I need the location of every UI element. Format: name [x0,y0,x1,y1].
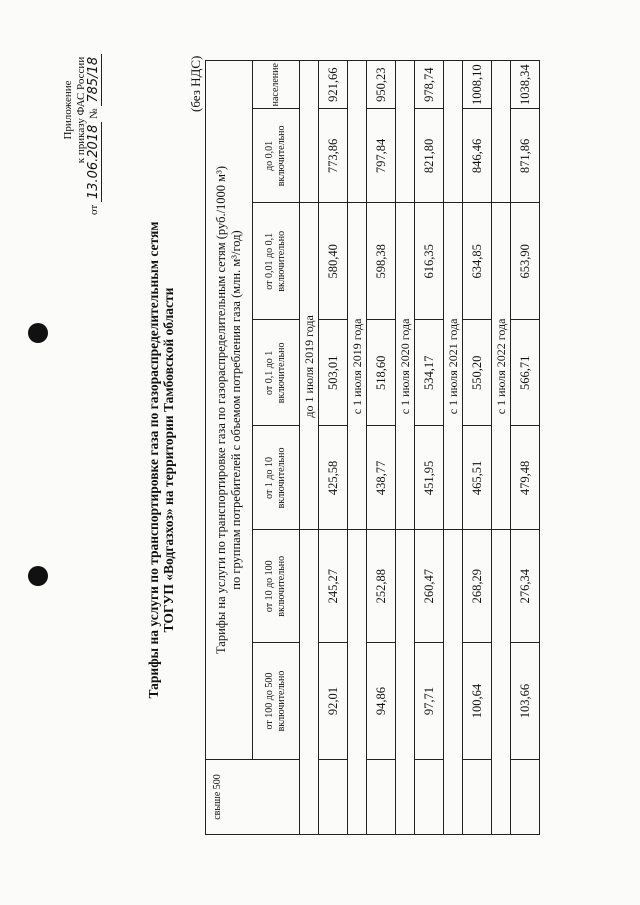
tariff-cell: 518,60 [367,320,396,426]
tariff-cell: 92,01 [319,643,348,760]
period-row [396,61,415,835]
tariff-cell: 978,74 [415,61,444,109]
annex-label: Приложение [62,80,74,140]
tariff-cell: 1008,10 [463,61,492,109]
table-row [367,61,396,835]
tariff-cell: 821,80 [415,109,444,203]
main-header-line2: по группам потребителей с объемом потребления газа (млн. м³/год) [229,230,243,590]
tariff-cell: 950,23 [367,61,396,109]
tariff-cell: 252,88 [367,530,396,643]
table-body [300,61,540,835]
annex-order: к приказу ФАС России [75,56,87,164]
table-header-row [206,61,253,835]
period-row [348,61,367,835]
annex-date-prefix: от [88,204,100,215]
tariff-cell: 846,46 [463,109,492,203]
period-row [444,61,463,835]
header-col-over-500: свыше 500 [206,760,300,835]
tariff-cell: 425,58 [319,426,348,530]
annex-reference [86,5,101,215]
table-row [415,61,444,835]
header-col-10-100: от 10 до 100 включительно [253,530,300,643]
header-col-01-1: от 0,1 до 1 включительно [253,320,300,426]
period-blank-cell [492,530,511,835]
tariff-cell [463,760,492,835]
period-blank-cell [348,530,367,835]
tariff-cell: 465,51 [463,426,492,530]
column-header-row [253,61,300,835]
tariff-cell: 566,71 [511,320,540,426]
table-row [319,61,348,835]
table-row [511,61,540,835]
period-row [300,61,319,835]
handwritten-date: 13.06.2018 [86,122,102,202]
table-main-header [206,61,253,760]
tariff-cell: 268,29 [463,530,492,643]
handwritten-number: 785/18 [86,54,102,106]
tariff-cell: 534,17 [415,320,444,426]
tariff-cell: 580,40 [319,203,348,320]
tariff-cell: 773,86 [319,109,348,203]
document-title-line1: Тарифы на услуги по транспортировке газа по газораспределительным сетям [146,221,161,699]
tariff-cell: 260,47 [415,530,444,643]
table-row [463,61,492,835]
tariff-cell [415,760,444,835]
tariff-cell: 479,48 [511,426,540,530]
tariff-cell: 871,86 [511,109,540,203]
period-blank-cell [492,61,511,203]
main-header-line1: Тарифы на услуги по транспортировке газа по газораспределительным сетям (руб./1000 м³) [214,165,228,655]
tariff-cell: 97,71 [415,643,444,760]
period-label: до 1 июля 2019 года [300,203,319,530]
header-col-100-500: от 100 до 500 включительно [253,643,300,760]
period-label: с 1 июля 2019 года [348,203,367,530]
tariff-cell [367,760,396,835]
vat-note: (без НДС) [188,55,203,112]
tariff-cell [319,760,348,835]
period-blank-cell [396,61,415,203]
tariff-cell: 598,38 [367,203,396,320]
tariff-cell: 100,64 [463,643,492,760]
header-col-1-10: от 1 до 10 включительно [253,426,300,530]
period-label: с 1 июля 2020 года [396,203,415,530]
period-blank-cell [396,530,415,835]
period-label: с 1 июля 2022 года [492,203,511,530]
period-blank-cell [444,530,463,835]
tariff-cell: 438,77 [367,426,396,530]
document-title-line2: ТОГУП «Водгазхоз» на территории Тамбовской области [161,287,176,633]
tariff-cell: 634,85 [463,203,492,320]
tariff-cell: 616,35 [415,203,444,320]
tariff-table [205,60,540,835]
tariff-cell: 103,66 [511,643,540,760]
tariff-cell: 94,86 [367,643,396,760]
header-col-001-01: от 0,01 до 0,1 включительно [253,203,300,320]
period-row [492,61,511,835]
header-col-upto-001: до 0,01 включительно [253,109,300,203]
tariff-cell: 276,34 [511,530,540,643]
period-blank-cell [300,530,319,835]
period-label: с 1 июля 2021 года [444,203,463,530]
tariff-cell: 550,20 [463,320,492,426]
period-blank-cell [348,61,367,203]
header-col-population: население [253,61,300,109]
tariff-cell: 653,90 [511,203,540,320]
tariff-cell: 503,01 [319,320,348,426]
tariff-cell: 921,66 [319,61,348,109]
period-blank-cell [300,61,319,203]
tariff-cell: 245,27 [319,530,348,643]
tariff-cell: 1038,34 [511,61,540,109]
tariff-cell: 451,95 [415,426,444,530]
period-blank-cell [444,61,463,203]
annex-number-prefix: № [88,108,100,119]
tariff-cell [511,760,540,835]
tariff-cell: 797,84 [367,109,396,203]
annex-header [62,35,88,185]
